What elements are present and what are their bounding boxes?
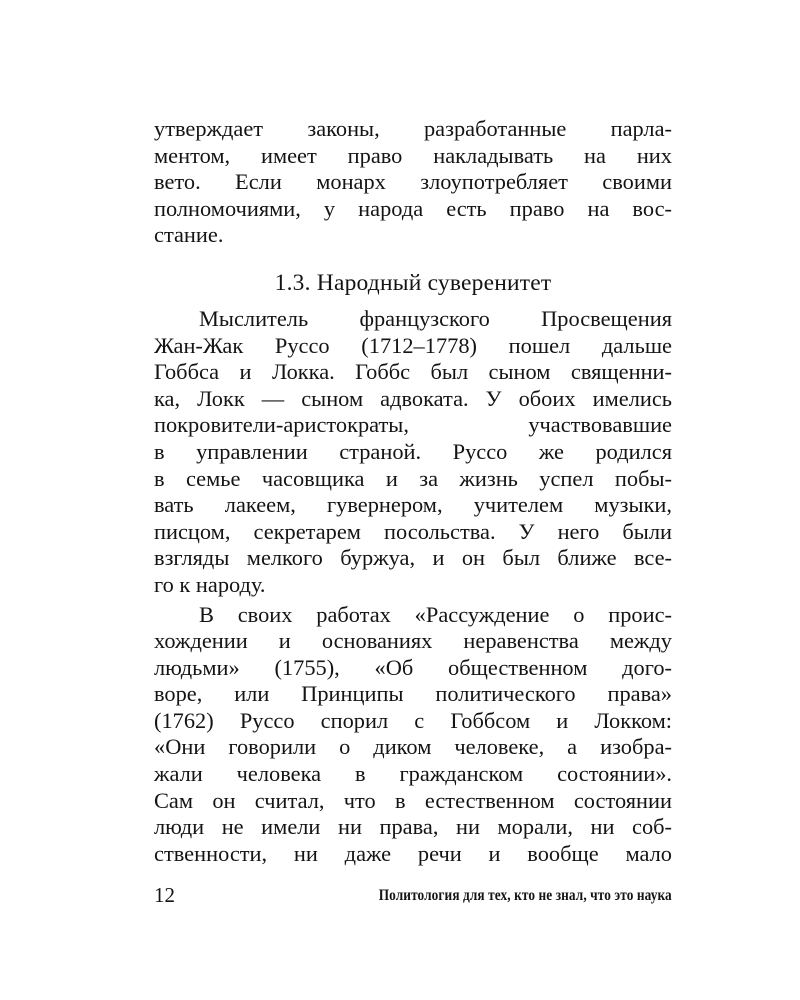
text-line: Сам он считал, что в естественном состоянии bbox=[154, 787, 672, 813]
text-line: «Они говорили о диком человеке, а изобра- bbox=[154, 734, 672, 760]
text-line: вето. Если монарх злоупотребляет своими bbox=[154, 169, 672, 195]
text-line: воре, или Принципы политического права» bbox=[154, 681, 672, 707]
text-line: ственности, ни даже речи и вообще мало bbox=[154, 840, 672, 866]
running-title: Политология для тех, кто не знал, что это наука bbox=[378, 887, 672, 904]
text-line: ментом, имеет право накладывать на них bbox=[154, 142, 672, 168]
text-line: ка, Локк — сыном адвоката. У обоих имелись bbox=[154, 385, 672, 411]
paragraph-2 bbox=[154, 602, 672, 868]
text-line: вать лакеем, гувернером, учителем музыки, bbox=[154, 492, 672, 518]
text-line: (1762) Руссо спорил с Гоббсом и Локком: bbox=[154, 707, 672, 733]
page-number: 12 bbox=[154, 883, 175, 907]
text-line: Жан-Жак Руссо (1712–1778) пошел дальше bbox=[154, 332, 672, 358]
text-line: в семье часовщика и за жизнь успел побы- bbox=[154, 465, 672, 491]
text-line: Мыслитель французского Просвещения bbox=[199, 305, 672, 331]
text-line: писцом, секретарем посольства. У него были bbox=[154, 518, 672, 544]
text-line: покровители-аристократы, участвовавшие bbox=[154, 412, 672, 438]
text-line: хождении и основаниях неравенства между bbox=[154, 628, 672, 654]
text-line: го к народу. bbox=[154, 571, 266, 597]
section-heading: 1.3. Народный суверенитет bbox=[274, 269, 552, 296]
text-line: в управлении страной. Руссо же родился bbox=[154, 438, 672, 464]
text-line: людьми» (1755), «Об общественном дого- bbox=[154, 654, 672, 680]
text-line: Гоббса и Локка. Гоббс был сыном священни- bbox=[154, 359, 672, 385]
text-line: люди не имели ни права, ни морали, ни соб- bbox=[154, 814, 672, 840]
text-line: В своих работах «Рассуждение о проис- bbox=[199, 601, 672, 627]
text-line: стание. bbox=[154, 222, 224, 248]
page-footer bbox=[154, 880, 672, 910]
text-line: взгляды мелкого буржуа, и он был ближе все- bbox=[154, 545, 672, 571]
text-line: жали человека в гражданском состоянии». bbox=[154, 761, 672, 787]
page-body bbox=[154, 116, 672, 867]
paragraph-1 bbox=[154, 306, 672, 599]
text-line: утверждает законы, разработанные парла- bbox=[154, 116, 672, 141]
intro-paragraph bbox=[154, 116, 672, 249]
text-line: полномочиями, у народа есть право на вос- bbox=[154, 195, 672, 221]
